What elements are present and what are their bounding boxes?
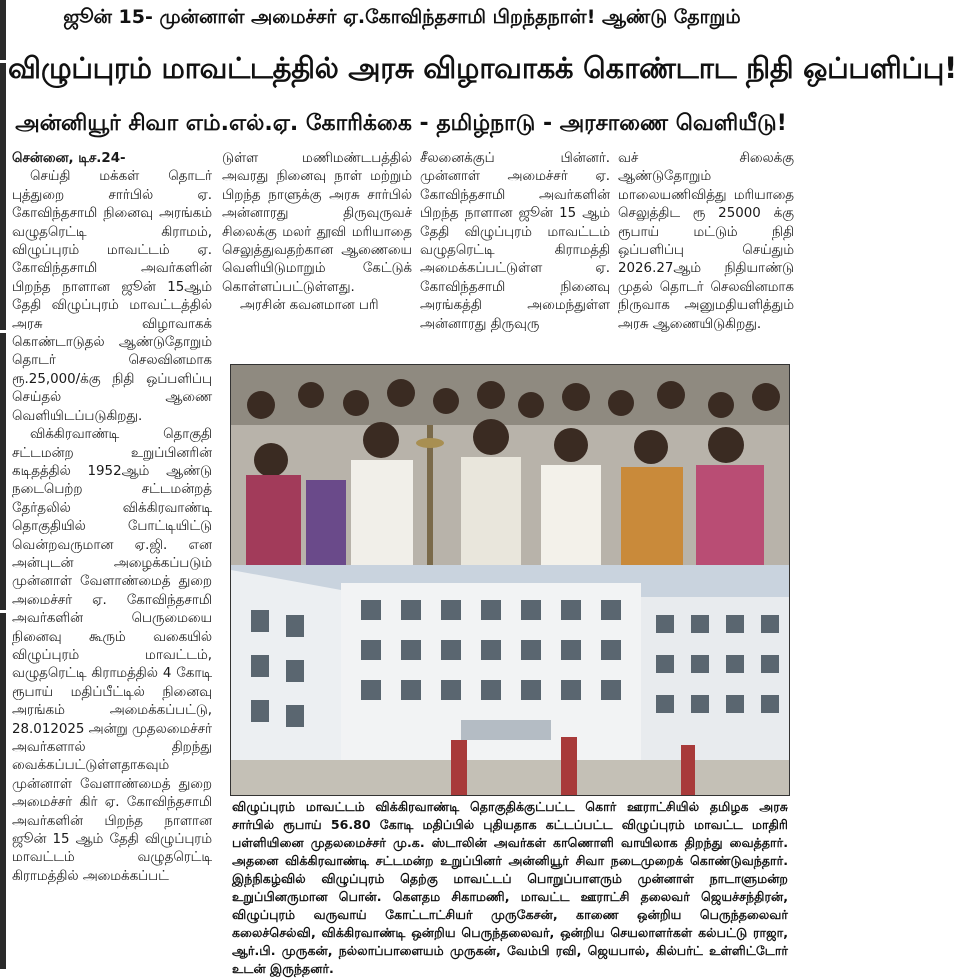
body-paragraph: செய்தி மக்கள் தொடர் புத்துறை சார்பில் ஏ. கோவிந்தசாமி நினைவு அரங்கம் வழுதரெட்டி கிராமம், விழுப்புரம் மாவட்டம் ஏ. கோவிந்தசாமி அவர்களின் பிறந்த நாளான ஜூன் 15ஆம் தேதி விழுப்புரம் மாவட்டத்தில் அரசு விழாவாகக் கொண்டாடுதல் ஆண்டுதோறும் தொடர் செலவினமாக ரூ.25,000/க்கு நிதி ஒப்பளிப்பு செய்தல் ஆணை வெளியிடப்படுகிறது. xyxy=(12,169,212,424)
article-column-3 xyxy=(420,150,610,350)
article-headline: விழுப்புரம் மாவட்டத்தில் அரசு விழாவாகக் கொண்டாட நிதி ஒப்பளிப்பு! xyxy=(8,51,957,85)
page-edge-strip xyxy=(0,0,6,969)
body-paragraph: சீலனைக்குப் பின்னர். முன்னாள் அமைச்சர் ஏ. கோவிந்தசாமி அவர்களின் பிறந்த நாளான ஜூன் 15 ஆம் தேதி விழுப்புரம் மாவட்டம் வழுதரெட்டி கிராமத்தி அமைக்கப்பட்டுள்ள ஏ. கோவிந்தசாமி நினைவு அரங்கத்தி அமைந்துள்ள அன்னாரது திருவுரு xyxy=(420,151,610,332)
article-column-4 xyxy=(618,150,794,350)
body-paragraph: டுள்ள மணிமண்டபத்தில் அவரது நினைவு நாள் மற்றும் பிறந்த நாளுக்கு அரசு சார்பில் அன்னாரது திருவுருவச் சிலைக்கு மலர் தூவி மரியாதை செலுத்துவதற்கான ஆணையை வெளியிடுமாறும் கேட்டுக் கொள்ளப்பட்டுள்ளது. xyxy=(222,151,412,295)
dateline: சென்னை, டிச.24- xyxy=(12,151,126,166)
article-kicker: ஜூன் 15- முன்னாள் அமைச்சர் ஏ.கோவிந்தசாமி பிறந்தநாள்! ஆண்டு தோறும் xyxy=(63,6,741,28)
body-paragraph: விக்கிரவாண்டி தொகுதி சட்டமன்ற உறுப்பினரின் கடிதத்தில் 1952ஆம் ஆண்டு நடைபெற்ற சட்டமன்றத் தேர்தலில் விக்கிரவாண்டி தொகுதியில் போட்டியிட்டு வென்றவருமான ஏ.ஜி. என அன்புடன் அழைக்கப்படும் முன்னாள் வேளாண்மைத் துறை அமைச்சர் ஏ. கோவிந்தசாமி அவர்களின் பெருமையை நினைவு கூரும் வகையில் விழுப்புரம் மாவட்டம், வழுதரெட்டி கிராமத்தில் 4 கோடி ரூபாய் மதிப்பீட்டில் நினைவு அரங்கம் அமைக்கப்பட்டு, 28.012025 அன்று முதலமைச்சர் அவர்களால் திறந்து வைக்கப்பட்டுள்ளதாகவும் முன்னாள் வேளாண்மைத் துறை அமைச்சர் கிர் ஏ. கோவிந்தசாமி அவர்களின் பிறந்த நாளான ஜூன் 15 ஆம் தேதி விழுப்புரம் மாவட்டம் வழுதரெட்டி கிராமத்தில் அமைக்கப்பட் xyxy=(12,427,212,884)
photo-caption: விழுப்புரம் மாவட்டம் விக்கிரவாண்டி தொகுதிக்குட்பட்ட கொர் ஊராட்சியில் தமிழக அரசு சார்பில் ரூபாய் 56.80 கோடி மதிப்பில் புதியதாக கட்டப்பட்ட விழுப்புரம் மாவட்ட மாதிரி பள்ளியினை முதலமைச்சர் மு.க. ஸ்டாலின் அவர்கள் காணொளி வாயிலாக திறந்து வைத்தார். அதனை விக்கிரவாண்டி சட்டமன்ற உறுப்பினர் அன்னியூர் சிவா நடைமுறைக் கொண்டுவந்தார். இந்நிகழ்வில் விழுப்புரம் தெற்கு மாவட்டப் பொறுப்பாளரும் முன்னாள் நாடாளுமன்ற உறுப்பினருமான பொன். கௌதம சிகாமணி, மாவட்ட ஊராட்சி தலைவர் ஜெயச்சந்திரன், விழுப்புரம் வருவாய் கோட்டாட்சியர் முருகேசன், காணை ஒன்றிய பெருந்தலைவர் கலைச்செல்வி, விக்கிரவாண்டி ஒன்றிய பெருந்தலைவர், ஒன்றிய செயலாளர்கள் கல்பட்டு ராஜா, ஆர்.பி. முருகன், நல்லாப்பாளையம் முருகன், வேம்பி ரவி, ஜெயபால், கில்பர்ட் உள்ளிட்டோர் உடன் இருந்தனர். xyxy=(232,799,788,976)
crowd-photo xyxy=(231,365,789,565)
edge-mark xyxy=(0,330,6,333)
edge-mark xyxy=(0,610,6,613)
edge-mark xyxy=(0,60,6,63)
article-column-1 xyxy=(12,150,212,969)
school-building-photo xyxy=(231,565,789,795)
body-paragraph: அரசின் கவனமான பரி xyxy=(240,298,379,314)
body-paragraph: வச் சிலைக்கு ஆண்டுதோறும் மாலையணிவித்து மரியாதை செலுத்திட ரூ 25000 க்கு ரூபாய் மட்டும் நிதி ஒப்பளிப்பு செய்தும் 2026.27ஆம் நிதியாண்டு முதல் தொடர் செலவினமாக நிருவாக அனுமதியளித்தும் அரசு ஆணையிடுகிறது. xyxy=(618,151,794,332)
news-photo xyxy=(230,364,790,796)
article-column-2 xyxy=(222,150,412,350)
article-subhead: அன்னியூர் சிவா எம்.எல்.ஏ. கோரிக்கை - தமிழ்நாடு - அரசாணை வெளியீடு! xyxy=(15,111,787,136)
